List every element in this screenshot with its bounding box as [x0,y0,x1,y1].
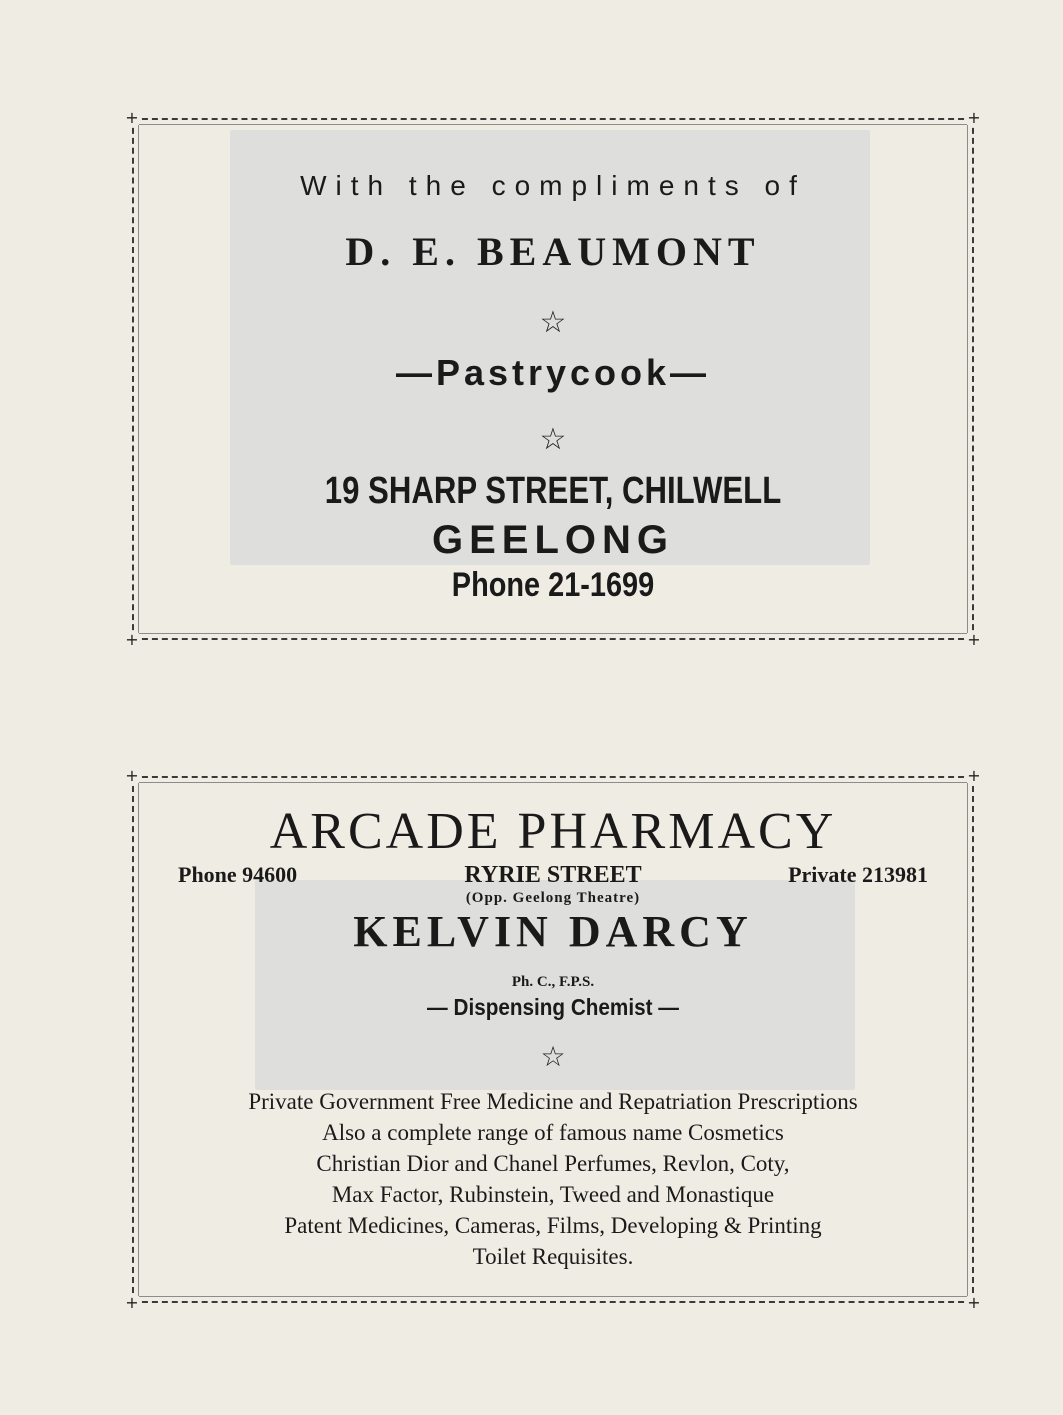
location-note: (Opp. Geelong Theatre) [465,890,641,906]
corner-ornament-icon: + [967,630,981,649]
star-icon: ☆ [540,1040,566,1073]
city-name: GEELONG [431,518,675,562]
trade-title: —Pastrycook— [395,352,711,393]
corner-ornament-icon: + [125,630,139,649]
compliments-line: With the compliments of [300,170,806,201]
corner-ornament-icon: + [967,108,981,127]
phone-number: Phone 21-1699 [451,566,655,604]
phone-number: Phone 94600 [178,862,298,887]
street-address: 19 SHARP STREET, CHILWELL [324,470,782,512]
services-line: Christian Dior and Chanel Perfumes, Revlon, Coty, [316,1151,790,1176]
arcade-pharmacy-advertisement [125,766,981,1312]
services-line: Toilet Requisites. [472,1244,634,1269]
qualifications: Ph. C., F.P.S. [511,974,595,990]
chemist-name: KELVIN DARCY [353,907,753,956]
corner-ornament-icon: + [967,1293,981,1312]
services-line: Also a complete range of famous name Cosmetics [322,1120,784,1145]
services-line: Max Factor, Rubinstein, Tweed and Monastique [331,1182,775,1207]
services-line: Private Government Free Medicine and Repatriation Prescriptions [248,1089,858,1114]
corner-ornament-icon: + [125,766,139,785]
corner-ornament-icon: + [125,108,139,127]
corner-ornament-icon: + [125,1293,139,1312]
beaumont-advertisement [125,108,981,649]
corner-ornament-icon: + [967,766,981,785]
business-name: D. E. BEAUMONT [345,229,761,274]
pharmacy-title: ARCADE PHARMACY [269,803,837,860]
star-icon: ☆ [539,305,567,340]
services-line: Patent Medicines, Cameras, Films, Developing & Printing [284,1213,822,1238]
chemist-role: — Dispensing Chemist — [427,994,679,1020]
street-name: RYRIE STREET [464,862,642,888]
services-list [134,1086,972,1272]
private-phone-number: Private 213981 [788,862,928,887]
star-icon: ☆ [539,422,567,457]
